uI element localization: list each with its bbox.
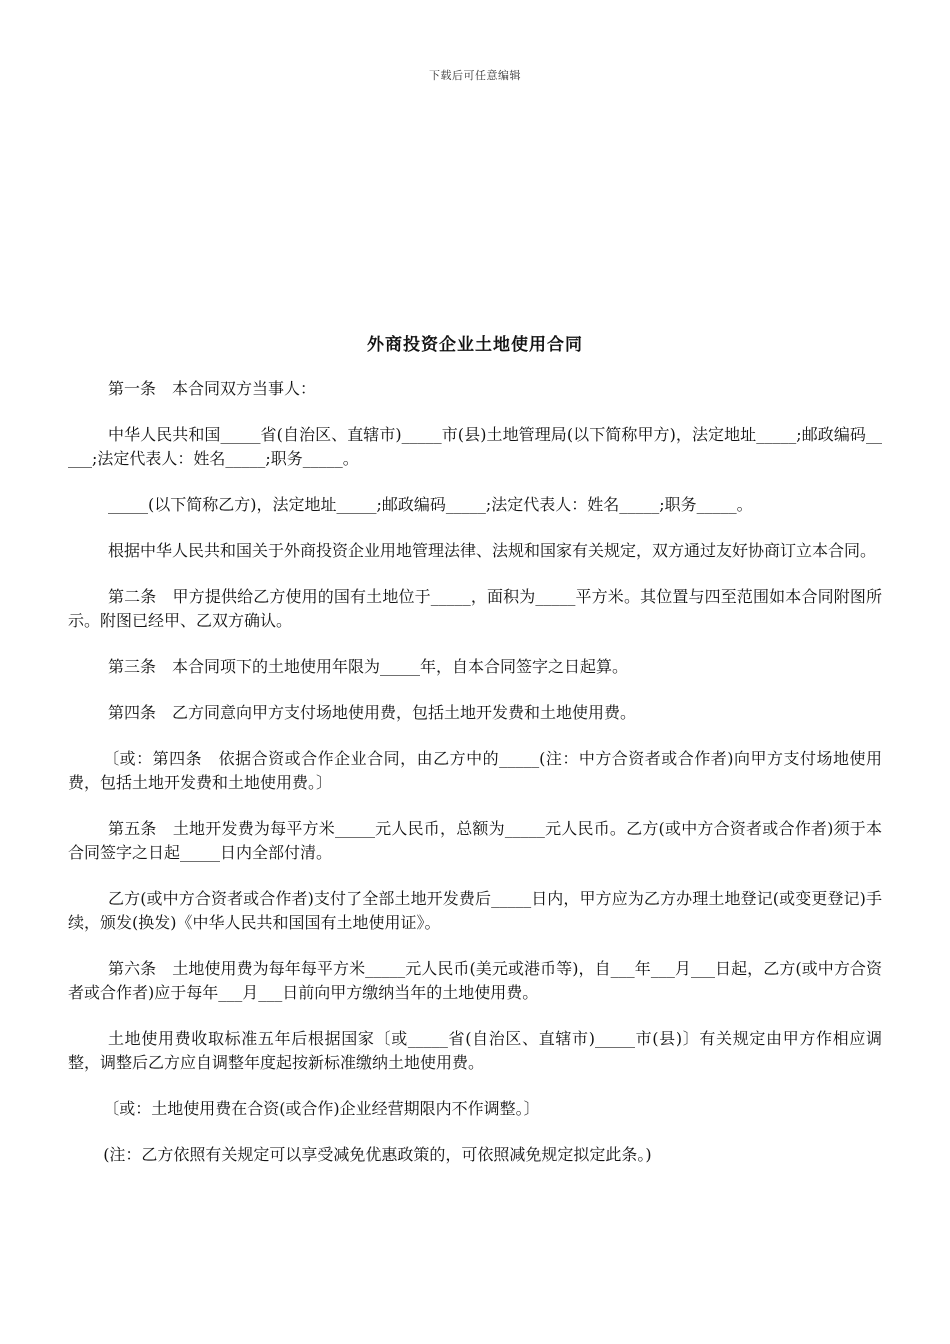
- paragraph-article-6: 第六条 土地使用费为每年每平方米_____元人民币(美元或港币等)，自___年___月___日起，乙方(或中方合资者或合作者)应于每年___月___日前向甲方缴纳当年的土地使用费。: [68, 959, 882, 1002]
- paragraph-article-2: 第二条 甲方提供给乙方使用的国有土地位于_____，面积为_____平方米。其位置与四至范围如本合同附图所示。附图已经甲、乙双方确认。: [68, 587, 882, 630]
- paragraph-article-6-adjustment: 土地使用费收取标准五年后根据国家〔或_____省(自治区、直辖市)_____市(县)〕有关规定由甲方作相应调整，调整后乙方应自调整年度起按新标准缴纳土地使用费。: [68, 1029, 882, 1072]
- paragraph-note: (注：乙方依照有关规定可以享受减免优惠政策的，可依照减免规定拟定此条。): [103, 1145, 652, 1164]
- paragraph-article-6-alt: 〔或：土地使用费在合资(或合作)企业经营期限内不作调整。〕: [103, 1099, 540, 1118]
- paragraph-party-b: _____(以下简称乙方)，法定地址_____;邮政编码_____;法定代表人：姓名_____;职务_____。: [108, 495, 753, 514]
- paragraph-party-a: 中华人民共和国_____省(自治区、直辖市)_____市(县)土地管理局(以下简称甲方)，法定地址_____;邮政编码_____;法定代表人：姓名_____;职务_____。: [68, 425, 882, 468]
- paragraph-article-5: 第五条 土地开发费为每平方米_____元人民币，总额为_____元人民币。乙方(或中方合资者或合作者)须于本合同签字之日起_____日内全部付清。: [68, 819, 882, 862]
- paragraph-article-4: 第四条 乙方同意向甲方支付场地使用费，包括土地开发费和土地使用费。: [108, 703, 637, 722]
- document-title: 外商投资企业土地使用合同: [367, 335, 583, 355]
- paragraph-article-3: 第三条 本合同项下的土地使用年限为_____年，自本合同签字之日起算。: [108, 657, 629, 676]
- header-note: 下载后可任意编辑: [429, 69, 521, 82]
- paragraph-article-5-registration: 乙方(或中方合资者或合作者)支付了全部土地开发费后_____日内，甲方应为乙方办理土地登记(或变更登记)手续，颁发(换发)《中华人民共和国国有土地使用证》。: [68, 889, 882, 932]
- document-body: [68, 377, 882, 1189]
- paragraph-article-1: 第一条 本合同双方当事人：: [108, 379, 317, 398]
- paragraph-preamble: 根据中华人民共和国关于外商投资企业用地管理法律、法规和国家有关规定，双方通过友好协商订立本合同。: [108, 541, 877, 560]
- paragraph-article-4-alt: 〔或：第四条 依据合资或合作企业合同，由乙方中的_____(注：中方合资者或合作者)向甲方支付场地使用费，包括土地开发费和土地使用费。〕: [68, 749, 882, 792]
